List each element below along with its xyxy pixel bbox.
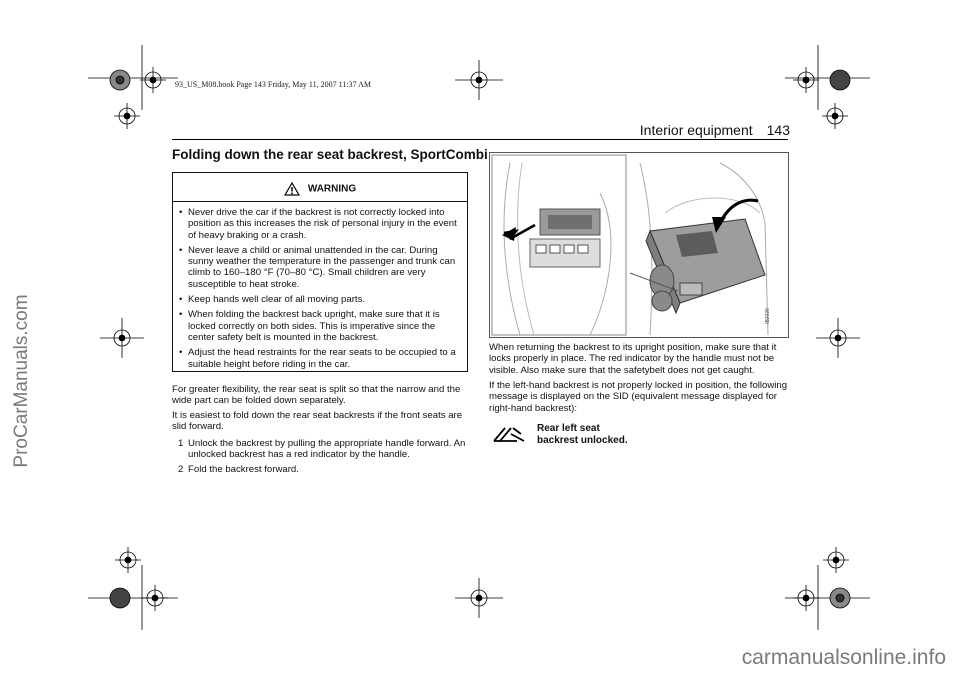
sid-message (537, 423, 628, 446)
warning-list (179, 207, 461, 374)
page-header (600, 122, 790, 138)
warning-item: • Never leave a child or animal unattended in the car. During sunny weather the temperature in the passenger and trunk can climb to 160–180 °F (70–80 °C). Small children are very susceptible to heat stroke. (179, 245, 461, 290)
paragraph-flexibility: For greater flexibility, the rear seat is split so that the narrow and the wide part can be folded down separately. (172, 384, 461, 407)
figure-code: IB3026 (765, 308, 772, 324)
warning-item: • Adjust the head restraints for the rear seats to be occupied to a suitable height before riding in the car. (179, 347, 461, 370)
watermark-bottom: carmanualsonline.info (741, 646, 946, 669)
folding-seat-drawing (490, 153, 788, 337)
warning-divider (173, 201, 467, 202)
warning-title: WARNING (307, 183, 357, 195)
paragraph-upright: When returning the backrest to its upright position, make sure that it locks properly in place. The red indicator by the handle must not be visible. Also make sure that the safetybelt does not get caught. (489, 342, 777, 376)
step-item (178, 464, 468, 475)
warning-box (172, 172, 468, 372)
header-section: Interior equipment (639, 122, 753, 138)
warning-triangle-icon (284, 182, 300, 196)
warning-item: • Never drive the car if the backrest is not correctly locked into position as this increases the risk of personal injury in the event of heavy braking or a crash. (179, 207, 461, 241)
paragraph-sid-intro: If the left-hand backrest is not properly locked in position, the following message is displayed on the SID (equivalent message displayed for right-hand backrest): (489, 380, 788, 414)
step-item (178, 438, 468, 461)
step-number: 2 (178, 463, 184, 475)
step-text: Unlock the backrest by pulling the appropriate handle forward. An unlocked backrest has a red indicator by the handle. (188, 438, 466, 461)
page-number: 143 (766, 122, 790, 138)
print-line: 93_US_M08.book Page 143 Friday, May 11, 2007 11:37 AM (175, 80, 371, 89)
section-title: Folding down the rear seat backrest, SportCombi (172, 147, 488, 162)
sid-message-line1: Rear left seat (537, 423, 600, 434)
seat-illustration (489, 152, 789, 338)
warning-header (173, 182, 467, 196)
step-text: Fold the backrest forward. (188, 463, 299, 475)
seat-backrest-icon (491, 424, 527, 449)
watermark-left: ProCarManuals.com (11, 294, 32, 468)
paragraph-front-seats: It is easiest to fold down the rear seat backrests if the front seats are slid forward. (172, 410, 463, 433)
warning-item: • When folding the backrest back upright, make sure that it is locked correctly on both sides. This is imperative since the center safety belt is mounted in the backrest. (179, 309, 461, 343)
step-number: 1 (178, 438, 184, 449)
header-rule (172, 139, 788, 140)
steps-list (178, 438, 468, 478)
sid-message-line2: backrest unlocked. (537, 434, 628, 446)
warning-item: • Keep hands well clear of all moving parts. (179, 294, 461, 305)
